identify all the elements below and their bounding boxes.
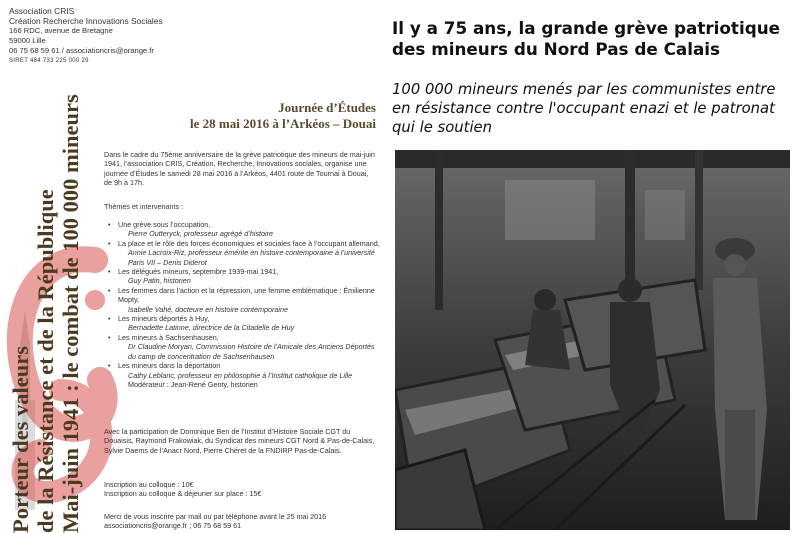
theme-item — [108, 314, 380, 333]
theme-title: Les mineurs à Sachsenhausen, — [118, 332, 219, 342]
theme-title: La place et le rôle des forces économiques et sociales face à l’occupant allemand, — [118, 238, 380, 248]
event-heading — [190, 100, 376, 132]
theme-speaker: Dr Claudine Moryan, Commission Histoire de l’Amicale des Anciens Déportés du camp de concentration de Sachsenhausen — [128, 342, 375, 361]
association-city: 59000 Lille — [9, 36, 46, 45]
association-address: 166 RDC, avenue de Bretagne — [9, 26, 113, 35]
theme-speaker: Pierre Outteryck, professeur agrégé d’histoire — [128, 229, 274, 239]
theme-title: Les mineurs déportés à Huy, — [118, 314, 210, 324]
moderator: Modérateur : Jean-René Genty, historien — [128, 379, 258, 389]
theme-title: Les mineurs dans la déportation — [118, 361, 221, 371]
article-subheadline: 100 000 mineurs menés par les communistes entre en résistance contre l'occupant enazi et le patronat qui le soutien — [392, 81, 776, 136]
themes-list — [108, 220, 380, 389]
theme-item — [108, 286, 380, 314]
association-name: Association CRIS — [9, 6, 75, 16]
vertical-title-line: Mai-juin 1941 : le combat de 100 000 mineurs — [58, 94, 83, 533]
registration-contact: Merci de vous inscrire par mail ou par téléphone avant le 25 mai 2016 associationcris@orange.fr ; 06 75 68 59 61 — [104, 512, 327, 531]
theme-item — [108, 220, 380, 239]
theme-title: Les délégués mineurs, septembre 1939-mai 1941, — [118, 267, 279, 277]
theme-speaker: Annie Lacroix-Riz, professeur émérite en histoire contemporaine à l’université Paris VII – Denis Diderot — [128, 248, 375, 267]
article-headline: Il y a 75 ans, la grande grève patriotique des mineurs du Nord Pas de Calais — [392, 18, 781, 59]
theme-item — [108, 333, 380, 361]
themes-heading: Thèmes et intervenants : — [104, 202, 184, 211]
event-flyer — [0, 0, 390, 533]
inscription-info — [104, 480, 379, 499]
theme-speaker: Bernadette Latinne, directrice de la Citadelle de Huy — [128, 323, 295, 333]
theme-speaker: Isabelle Vahé, docteure en histoire contemporaine — [128, 304, 288, 314]
event-title: Journée d’Études — [278, 100, 376, 115]
vertical-title — [8, 94, 100, 533]
inscription-price-2: Inscription au colloque & déjeuner sur place : 15€ — [104, 489, 262, 499]
inscription-price-1: Inscription au colloque : 10€ — [104, 480, 194, 489]
event-date-place: le 28 mai 2016 à l’Arkéos – Douai — [190, 116, 376, 131]
theme-item — [108, 361, 380, 389]
theme-speaker: Cathy Leblanc, professeur en philosophie à l’Institut catholique de Lille — [128, 370, 353, 380]
theme-title: Les femmes dans l’action et la répression, une femme emblématique : Émilienne Mopty, — [118, 285, 375, 305]
association-siret: SIRET 484 733 225 000 29 — [9, 58, 89, 64]
theme-item — [108, 239, 380, 267]
theme-item — [108, 267, 380, 286]
association-info — [9, 6, 259, 66]
vertical-title-line: de la Résistance et de la République — [33, 189, 58, 533]
association-full-name: Création Recherche Innovations Sociales — [9, 16, 163, 26]
theme-speaker: Guy Patin, historien — [128, 276, 191, 286]
theme-title: Une grève sous l’occupation, — [118, 220, 211, 229]
association-contact: 06 75 68 59 61 / associationcris@orange.fr — [9, 46, 154, 55]
vertical-title-line: Porteur des valeurs — [8, 345, 33, 533]
intro-paragraph: Dans le cadre du 75ème anniversaire de la grève patriotique des mineurs de mai-juin 1941, l’association CRIS, Création, Recherche, Innovations sociales, organise une journée d’Études le samedi 28 mai 2016 à l’Arkéos, 4401 route de Tournai à Douai, de 9h à 17h. — [104, 150, 375, 188]
participation-paragraph: Avec la participation de Dominique Ben de l’Institut d’Histoire Sociale CGT du Douaisis, Raymond Frakowiak, du Syndicat des mineurs CGT Nord & Pas-de-Calais, Sylvie Daems de l’Anacr Nord, Pierre Chéret de la FNDIRP Pas-de-Calais. — [104, 427, 375, 455]
miners-photo — [395, 150, 790, 530]
